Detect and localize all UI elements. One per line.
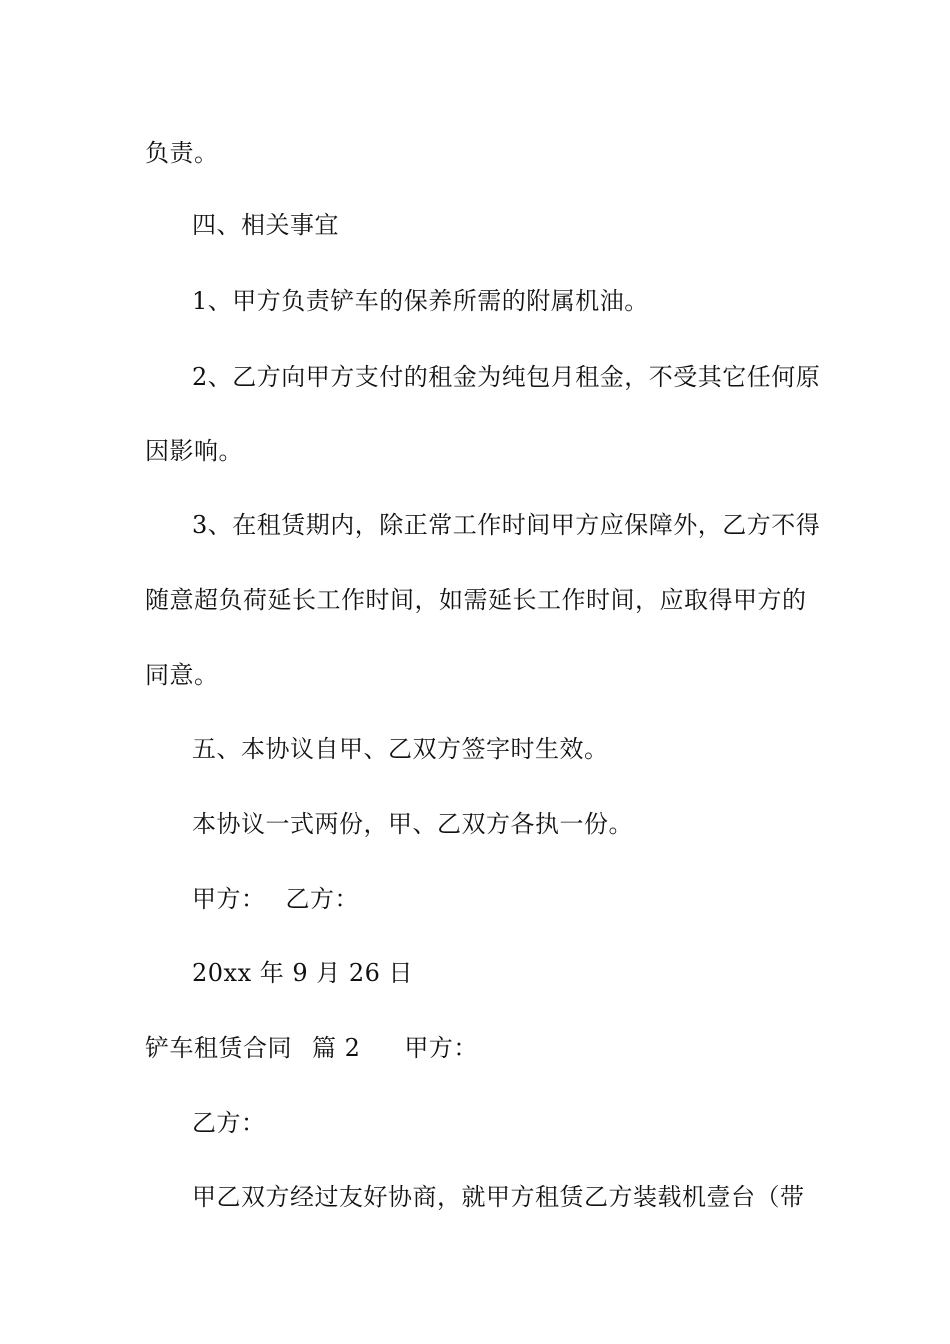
signature-line [192, 884, 872, 914]
section-number: 篇 2 [312, 1034, 361, 1062]
paragraph-line: 因影响。 [145, 437, 243, 465]
paragraph-line: 随意超负荷延长工作时间，如需延长工作时间，应取得甲方的 [145, 586, 807, 614]
section-heading: 五、本协议自甲、乙双方签字时生效。 [192, 735, 609, 763]
contract-title: 铲车租赁合同 [145, 1034, 292, 1062]
date-line: 20xx 年 9 月 26 日 [192, 959, 414, 987]
paragraph-line: 负责。 [145, 139, 219, 167]
paragraph-line: 同意。 [145, 661, 219, 689]
paragraph-line: 本协议一式两份，甲、乙双方各执一份。 [192, 810, 633, 838]
party-a-label: 甲方： [192, 885, 266, 913]
paragraph-line: 2、乙方向甲方支付的租金为纯包月租金，不受其它任何原 [192, 363, 821, 391]
paragraph-line: 3、在租赁期内，除正常工作时间甲方应保障外，乙方不得 [192, 511, 821, 539]
party-b-line: 乙方： [192, 1109, 266, 1137]
paragraph-line: 1、甲方负责铲车的保养所需的附属机油。 [192, 287, 649, 315]
paragraph-line: 甲乙双方经过友好协商，就甲方租赁乙方装载机壹台（带 [192, 1183, 805, 1211]
contract-title-line [145, 1033, 825, 1063]
party-a-label: 甲方： [404, 1034, 478, 1062]
party-b-label: 乙方： [285, 885, 359, 913]
section-heading: 四、相关事宜 [192, 211, 339, 239]
